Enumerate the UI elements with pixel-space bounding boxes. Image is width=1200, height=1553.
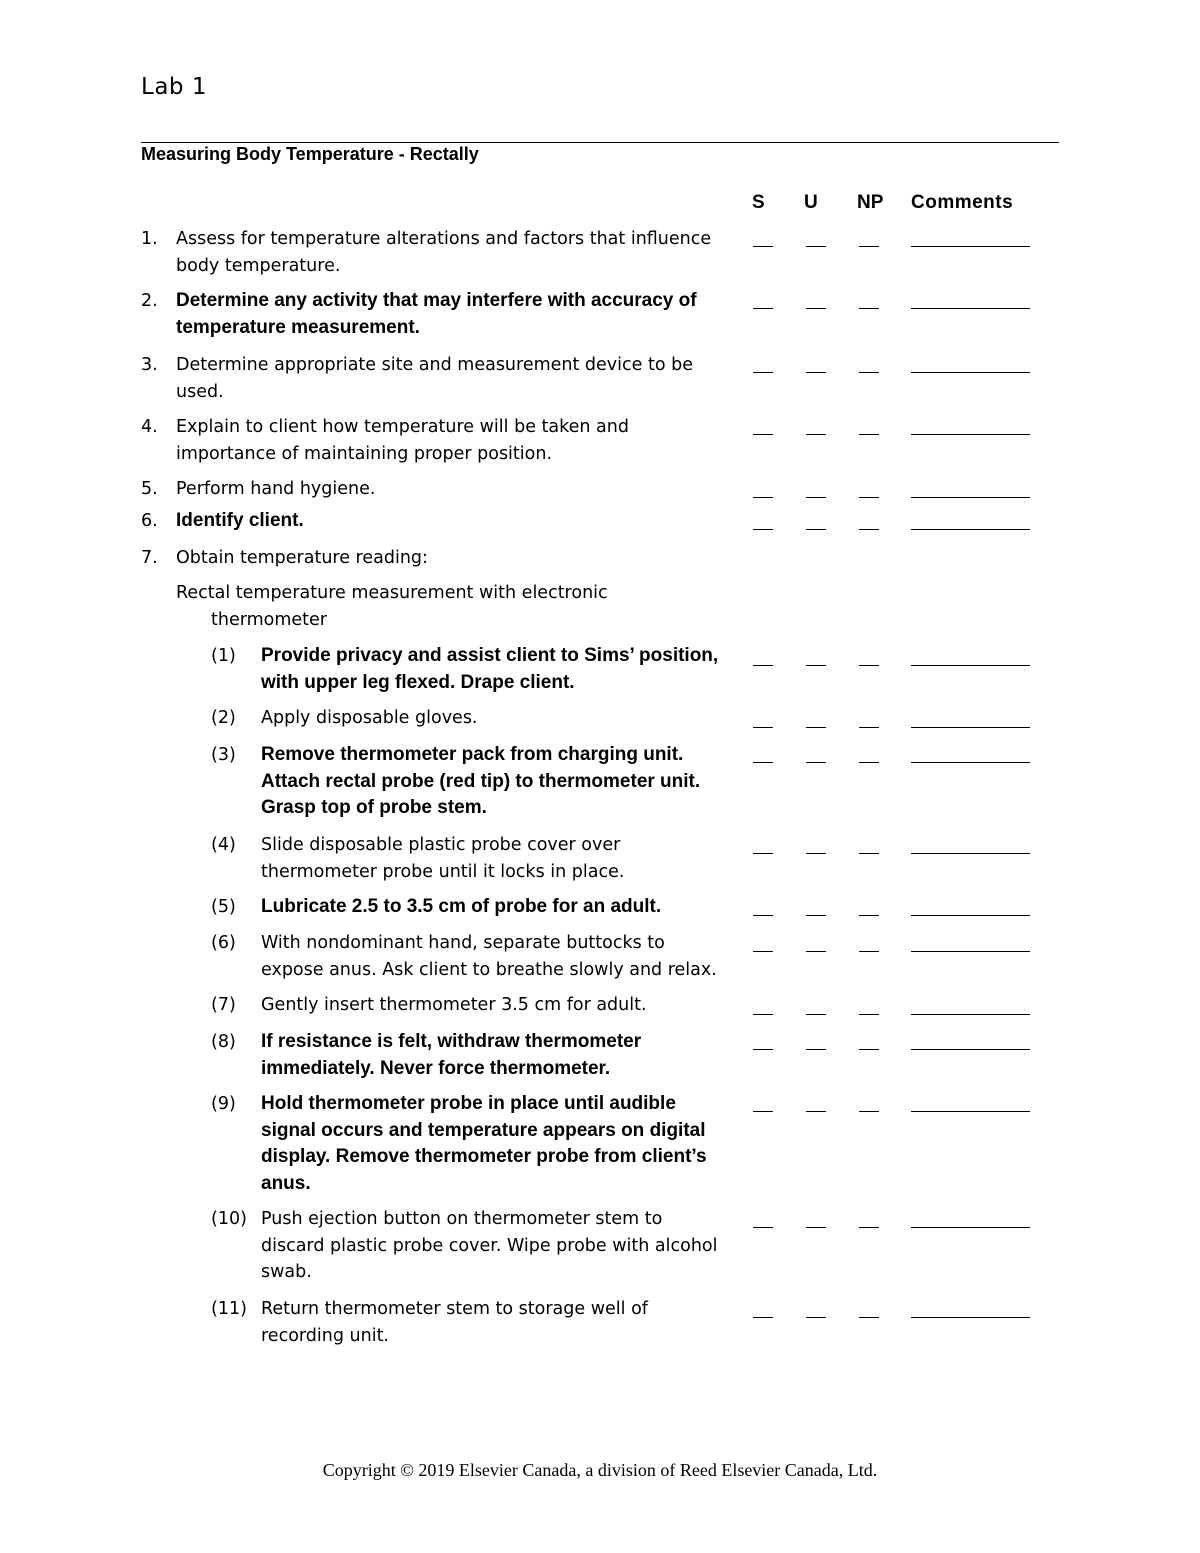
comments-blank[interactable] [911, 1049, 1030, 1050]
section-title: Measuring Body Temperature - Rectally [141, 144, 479, 164]
np-blank[interactable] [859, 727, 879, 728]
step-number: 1. [141, 229, 158, 249]
u-blank[interactable] [806, 529, 826, 530]
s-blank[interactable] [753, 529, 773, 530]
substep-number: (6) [211, 933, 236, 953]
np-blank[interactable] [859, 1049, 879, 1050]
substep-text: Gently insert thermometer 3.5 cm for adult. [261, 995, 647, 1015]
substep-number: (3) [211, 745, 236, 765]
s-blank[interactable] [753, 762, 773, 763]
np-blank[interactable] [859, 1111, 879, 1112]
s-blank[interactable] [753, 372, 773, 373]
comments-blank[interactable] [911, 1014, 1030, 1015]
np-blank[interactable] [859, 1317, 879, 1318]
comments-blank[interactable] [911, 372, 1030, 373]
comments-blank[interactable] [911, 1111, 1030, 1112]
s-blank[interactable] [753, 853, 773, 854]
step-number: 5. [141, 479, 158, 499]
substep-text: Apply disposable gloves. [261, 708, 478, 728]
step-text: Identify client. [176, 510, 304, 531]
column-header-u: U [804, 192, 818, 213]
comments-blank[interactable] [911, 915, 1030, 916]
substep-text: Remove thermometer pack from charging unit. Attach rectal probe (red tip) to thermometer unit. Grasp top of probe stem. [261, 744, 701, 818]
s-blank[interactable] [753, 1014, 773, 1015]
u-blank[interactable] [806, 1317, 826, 1318]
np-blank[interactable] [859, 762, 879, 763]
copyright-footer: Copyright © 2019 Elsevier Canada, a division of Reed Elsevier Canada, Ltd. [322, 1460, 878, 1480]
step-text: Assess for temperature alterations and factors that influence body temperature. [176, 229, 712, 276]
np-blank[interactable] [859, 1227, 879, 1228]
s-blank[interactable] [753, 951, 773, 952]
step-text: Obtain temperature reading: [176, 548, 428, 568]
u-blank[interactable] [806, 762, 826, 763]
u-blank[interactable] [806, 1227, 826, 1228]
u-blank[interactable] [806, 434, 826, 435]
s-blank[interactable] [753, 308, 773, 309]
np-blank[interactable] [859, 665, 879, 666]
comments-blank[interactable] [911, 1227, 1030, 1228]
step-number: 3. [141, 355, 158, 375]
np-blank[interactable] [859, 529, 879, 530]
comments-blank[interactable] [911, 497, 1030, 498]
substep-text: With nondominant hand, separate buttocks to expose anus. Ask client to breathe slowly and relax. [261, 933, 717, 980]
substep-text: Hold thermometer probe in place until audible signal occurs and temperature appears on digital display. Remove thermometer probe from client’s anus. [261, 1093, 707, 1194]
np-blank[interactable] [859, 246, 879, 247]
substep-text: If resistance is felt, withdraw thermometer immediately. Never force thermometer. [261, 1031, 642, 1079]
np-blank[interactable] [859, 1014, 879, 1015]
substep-text: Return thermometer stem to storage well of recording unit. [261, 1299, 648, 1346]
comments-blank[interactable] [911, 1317, 1030, 1318]
substep-text: Push ejection button on thermometer stem to discard plastic probe cover. Wipe probe with alcohol swab. [261, 1209, 718, 1282]
comments-blank[interactable] [911, 951, 1030, 952]
step-text: Determine appropriate site and measurement device to be used. [176, 355, 693, 402]
step-number: 4. [141, 417, 158, 437]
substep-number: (9) [211, 1094, 236, 1114]
step-number: 2. [141, 291, 158, 311]
column-header-s: S [752, 192, 765, 213]
lab-title: Lab 1 [141, 74, 207, 100]
s-blank[interactable] [753, 915, 773, 916]
np-blank[interactable] [859, 372, 879, 373]
s-blank[interactable] [753, 246, 773, 247]
title-divider [141, 142, 1059, 143]
procedure-heading: Rectal temperature measurement with electronic [176, 583, 608, 603]
s-blank[interactable] [753, 1227, 773, 1228]
comments-blank[interactable] [911, 308, 1030, 309]
procedure-heading-continued: thermometer [211, 610, 327, 630]
u-blank[interactable] [806, 372, 826, 373]
s-blank[interactable] [753, 1317, 773, 1318]
s-blank[interactable] [753, 434, 773, 435]
u-blank[interactable] [806, 853, 826, 854]
np-blank[interactable] [859, 434, 879, 435]
s-blank[interactable] [753, 497, 773, 498]
s-blank[interactable] [753, 727, 773, 728]
u-blank[interactable] [806, 665, 826, 666]
np-blank[interactable] [859, 308, 879, 309]
np-blank[interactable] [859, 915, 879, 916]
s-blank[interactable] [753, 665, 773, 666]
step-text: Explain to client how temperature will be taken and importance of maintaining proper position. [176, 417, 629, 464]
np-blank[interactable] [859, 497, 879, 498]
substep-number: (5) [211, 897, 236, 917]
comments-blank[interactable] [911, 529, 1030, 530]
comments-blank[interactable] [911, 762, 1030, 763]
step-number: 7. [141, 548, 158, 568]
step-number: 6. [141, 511, 158, 531]
substep-number: (7) [211, 995, 236, 1015]
substep-text: Provide privacy and assist client to Sims’ position, with upper leg flexed. Drape client. [261, 645, 719, 693]
np-blank[interactable] [859, 951, 879, 952]
substep-number: (10) [211, 1209, 247, 1229]
u-blank[interactable] [806, 308, 826, 309]
u-blank[interactable] [806, 951, 826, 952]
substep-number: (4) [211, 835, 236, 855]
comments-blank[interactable] [911, 434, 1030, 435]
comments-blank[interactable] [911, 665, 1030, 666]
comments-blank[interactable] [911, 853, 1030, 854]
u-blank[interactable] [806, 1014, 826, 1015]
substep-number: (1) [211, 646, 236, 666]
substep-number: (2) [211, 708, 236, 728]
u-blank[interactable] [806, 1049, 826, 1050]
substep-number: (11) [211, 1299, 247, 1319]
u-blank[interactable] [806, 727, 826, 728]
u-blank[interactable] [806, 497, 826, 498]
np-blank[interactable] [859, 853, 879, 854]
step-text: Perform hand hygiene. [176, 479, 376, 499]
column-header-np: NP [857, 192, 884, 213]
u-blank[interactable] [806, 1111, 826, 1112]
step-text: Determine any activity that may interfere with accuracy of temperature measurement. [176, 290, 697, 338]
column-header-comments: Comments [911, 192, 1014, 213]
u-blank[interactable] [806, 246, 826, 247]
substep-text: Lubricate 2.5 to 3.5 cm of probe for an adult. [261, 896, 662, 917]
comments-blank[interactable] [911, 246, 1030, 247]
u-blank[interactable] [806, 915, 826, 916]
substep-text: Slide disposable plastic probe cover over thermometer probe until it locks in place. [261, 835, 625, 882]
comments-blank[interactable] [911, 727, 1030, 728]
s-blank[interactable] [753, 1049, 773, 1050]
s-blank[interactable] [753, 1111, 773, 1112]
substep-number: (8) [211, 1032, 236, 1052]
